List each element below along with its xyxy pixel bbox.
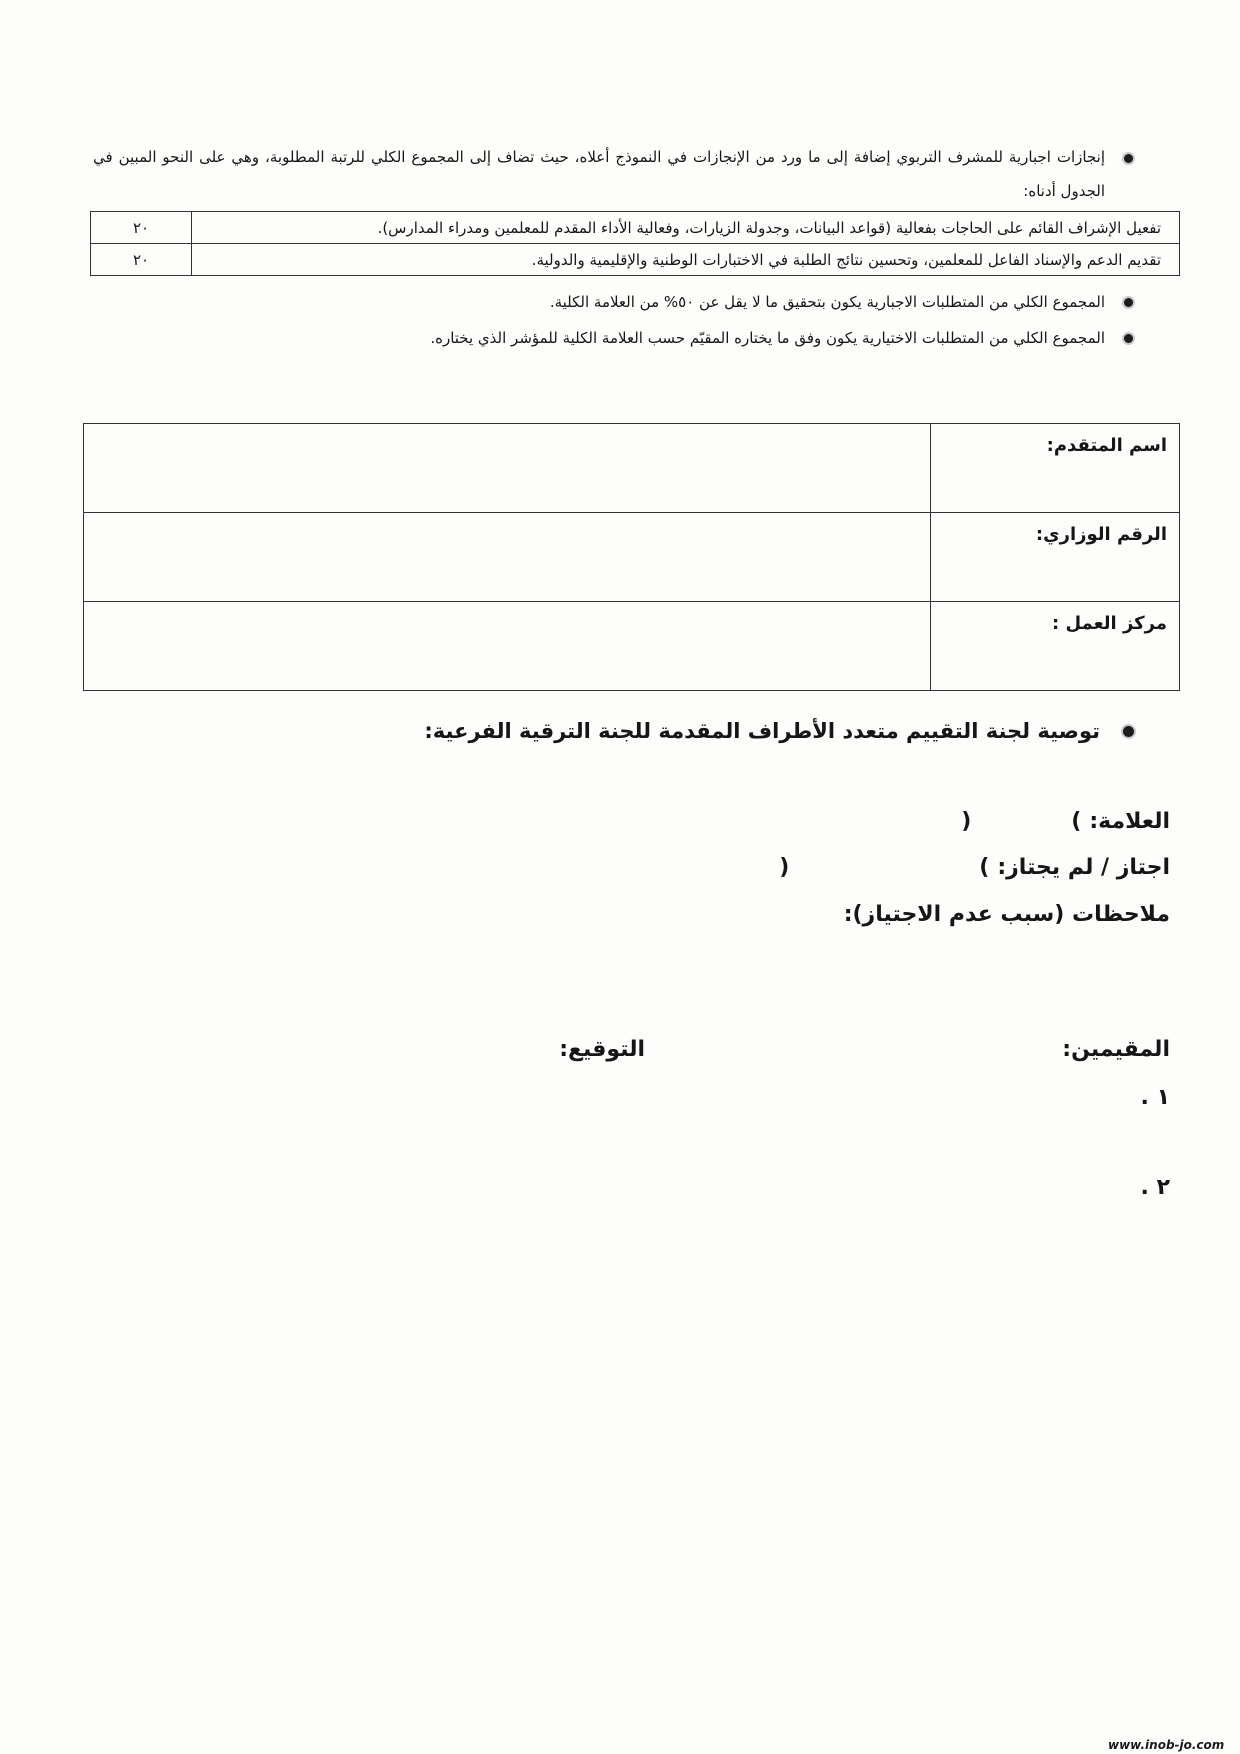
ministry-number-field: [84, 513, 931, 602]
mark-blank: [971, 817, 1071, 827]
evaluators-label: المقيمين:: [1062, 1037, 1170, 1062]
website-watermark: www.inob-jo.com: [1108, 1738, 1225, 1752]
notes-label: ملاحظات (سبب عدم الاجتياز):: [843, 902, 1170, 927]
workplace-label: مركز العمل :: [931, 602, 1180, 691]
pass-line: [779, 852, 1170, 884]
mark-label: العلامة:: [1089, 809, 1170, 834]
applicant-name-label: اسم المتقدم:: [931, 424, 1180, 513]
pass-close-paren: ): [779, 855, 790, 880]
bullet-icon: [1124, 334, 1133, 343]
achievement-mark: ٢٠: [91, 244, 192, 276]
mark-open-paren: (: [1071, 809, 1082, 834]
table-row: [84, 602, 1180, 691]
evaluator-item: ١ .: [1140, 1085, 1170, 1110]
bullet-icon: [1124, 298, 1133, 307]
evaluator-item: ٢ .: [1140, 1175, 1170, 1200]
ministry-number-label: الرقم الوزاري:: [931, 513, 1180, 602]
table-row: [91, 244, 1180, 276]
table-row: [91, 212, 1180, 244]
achievement-description: تقديم الدعم والإسناد الفاعل للمعلمين، وتحسين نتائج الطلبة في الاختبارات الوطنية والإقليمية والدولية.: [192, 244, 1180, 276]
intro-paragraph: إنجازات اجبارية للمشرف التربوي إضافة إلى ما ورد من الإنجازات في النموذج أعلاه، حيث تضاف إلى المجموع الكلي للرتبة المطلوبة، وهي على النحو المبين في الجدول أدناه:: [93, 148, 1105, 200]
workplace-field: [84, 602, 931, 691]
applicant-info-table: [83, 423, 1180, 691]
optional-total-note: المجموع الكلي من المتطلبات الاختيارية يكون وفق ما يختاره المقيّم حسب العلامة الكلية للمؤشر الذي يختاره.: [430, 329, 1105, 347]
bullet-icon: [1123, 726, 1134, 737]
mark-close-paren: ): [961, 809, 972, 834]
pass-label: اجتاز / لم يجتاز:: [997, 855, 1170, 880]
table-row: [84, 513, 1180, 602]
applicant-name-field: [84, 424, 931, 513]
mandatory-total-note: المجموع الكلي من المتطلبات الاجبارية يكون بتحقيق ما لا يقل عن ٥٠% من العلامة الكلية.: [549, 293, 1105, 311]
table-row: [84, 424, 1180, 513]
bullet-icon: [1124, 154, 1133, 163]
achievement-description: تفعيل الإشراف القائم على الحاجات بفعالية (قواعد البيانات، وجدولة الزيارات، وفعالية الأداء المقدم للمعلمين ومدراء المدارس).: [192, 212, 1180, 244]
mark-line: [961, 806, 1170, 838]
pass-blank: [789, 863, 979, 873]
signature-label: التوقيع:: [559, 1037, 645, 1062]
recommendation-heading: توصية لجنة التقييم متعدد الأطراف المقدمة للجنة الترقية الفرعية:: [424, 719, 1100, 743]
achievement-mark: ٢٠: [91, 212, 192, 244]
pass-open-paren: (: [979, 855, 990, 880]
mandatory-achievements-table: [90, 211, 1180, 276]
